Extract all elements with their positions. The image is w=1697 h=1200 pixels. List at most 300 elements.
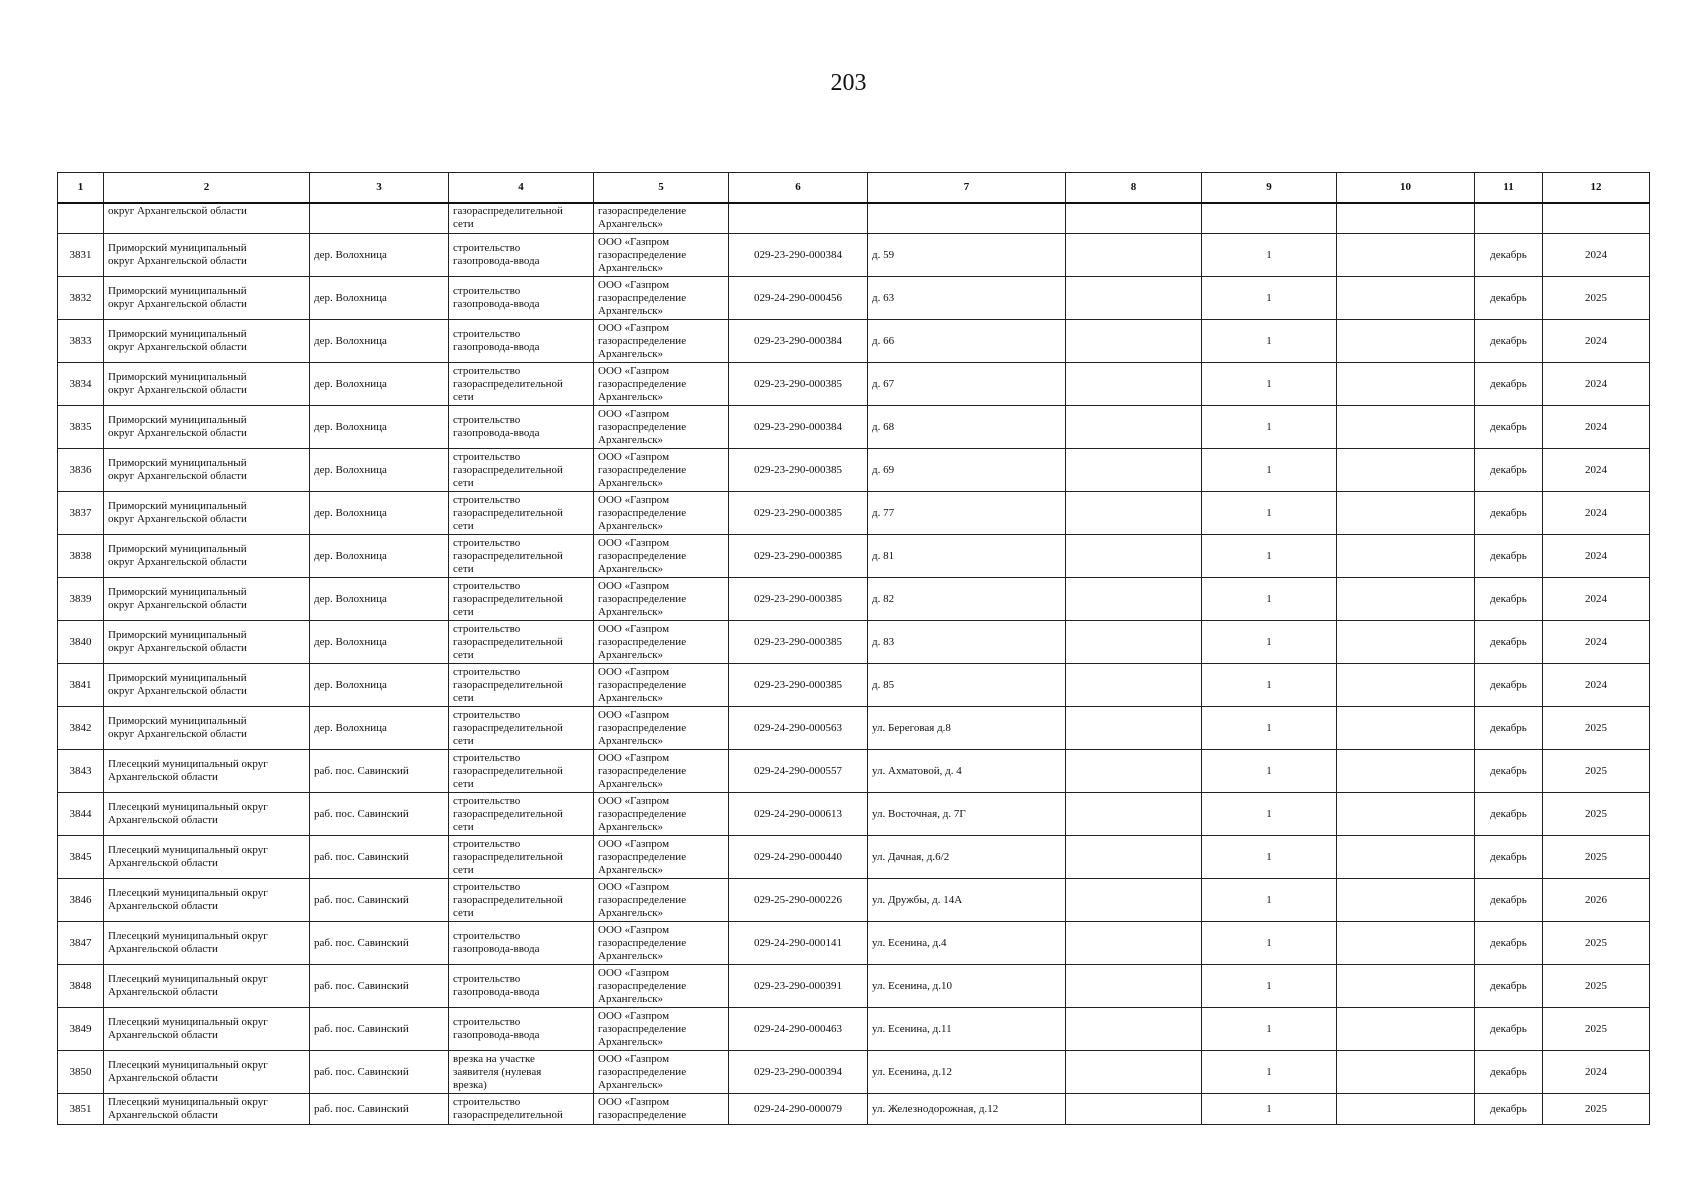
- cell-col9: 1: [1202, 535, 1337, 578]
- cell-year: 2024: [1543, 492, 1650, 535]
- cell-address: д. 83: [868, 621, 1066, 664]
- cell-col10: [1337, 535, 1475, 578]
- cell-col9: 1: [1202, 621, 1337, 664]
- cell-col8: [1066, 320, 1202, 363]
- cell-locality: раб. пос. Савинский: [310, 965, 449, 1008]
- cell-address: д. 69: [868, 449, 1066, 492]
- cell-col10: [1337, 1008, 1475, 1051]
- cell-code: 029-23-290-000384: [729, 234, 868, 277]
- cell-col10: [1337, 1051, 1475, 1094]
- cell-org: ООО «Газпром газораспределение Архангельск»: [594, 621, 729, 664]
- cell-municipality: Приморский муниципальный округ Архангельской области: [104, 406, 310, 449]
- cell-work: строительство газопровода-ввода: [449, 406, 594, 449]
- table-row: [58, 277, 1650, 320]
- cell-month: декабрь: [1475, 1008, 1543, 1051]
- cell-locality: раб. пос. Савинский: [310, 922, 449, 965]
- column-header-10: 10: [1337, 173, 1475, 204]
- cell-address: д. 81: [868, 535, 1066, 578]
- cell-code: 029-23-290-000385: [729, 449, 868, 492]
- table-row: [58, 922, 1650, 965]
- column-header-11: 11: [1475, 173, 1543, 204]
- cell-work: строительство газопровода-ввода: [449, 320, 594, 363]
- cell-address: д. 85: [868, 664, 1066, 707]
- cell-municipality: Плесецкий муниципальный округ Архангельской области: [104, 1094, 310, 1125]
- cell-col10: [1337, 449, 1475, 492]
- cell-municipality: округ Архангельской области: [104, 203, 310, 234]
- cell-address: ул. Ахматовой, д. 4: [868, 750, 1066, 793]
- column-header-9: 9: [1202, 173, 1337, 204]
- cell-month: декабрь: [1475, 492, 1543, 535]
- cell-municipality: Плесецкий муниципальный округ Архангельской области: [104, 922, 310, 965]
- cell-col8: [1066, 664, 1202, 707]
- cell-col9: 1: [1202, 707, 1337, 750]
- cell-no: 3840: [58, 621, 104, 664]
- cell-code: 029-23-290-000385: [729, 535, 868, 578]
- column-header-6: 6: [729, 173, 868, 204]
- column-header-5: 5: [594, 173, 729, 204]
- cell-code: [729, 203, 868, 234]
- cell-locality: раб. пос. Савинский: [310, 750, 449, 793]
- cell-address: ул. Есенина, д.11: [868, 1008, 1066, 1051]
- cell-locality: [310, 203, 449, 234]
- cell-col8: [1066, 1008, 1202, 1051]
- cell-municipality: Приморский муниципальный округ Архангельской области: [104, 664, 310, 707]
- cell-org: ООО «Газпром газораспределение Архангельск»: [594, 320, 729, 363]
- cell-year: 2025: [1543, 1094, 1650, 1125]
- cell-no: 3832: [58, 277, 104, 320]
- cell-org: ООО «Газпром газораспределение Архангельск»: [594, 922, 729, 965]
- cell-year: 2025: [1543, 1008, 1650, 1051]
- cell-code: 029-23-290-000394: [729, 1051, 868, 1094]
- cell-work: строительство газораспределительной сети: [449, 492, 594, 535]
- cell-col10: [1337, 879, 1475, 922]
- cell-col9: 1: [1202, 320, 1337, 363]
- table-row: [58, 449, 1650, 492]
- cell-code: 029-24-290-000141: [729, 922, 868, 965]
- cell-work: строительство газораспределительной сети: [449, 793, 594, 836]
- cell-municipality: Плесецкий муниципальный округ Архангельской области: [104, 836, 310, 879]
- cell-col9: 1: [1202, 234, 1337, 277]
- cell-col8: [1066, 965, 1202, 1008]
- cell-month: декабрь: [1475, 449, 1543, 492]
- cell-no: 3843: [58, 750, 104, 793]
- cell-col9: 1: [1202, 965, 1337, 1008]
- cell-code: 029-23-290-000385: [729, 621, 868, 664]
- cell-work: строительство газораспределительной сети: [449, 363, 594, 406]
- cell-col8: [1066, 449, 1202, 492]
- cell-org: ООО «Газпром газораспределение Архангельск»: [594, 1008, 729, 1051]
- cell-col8: [1066, 1051, 1202, 1094]
- cell-year: 2024: [1543, 664, 1650, 707]
- table-header: [58, 173, 1650, 204]
- cell-locality: раб. пос. Савинский: [310, 836, 449, 879]
- cell-locality: дер. Волохница: [310, 492, 449, 535]
- cell-address: ул. Есенина, д.12: [868, 1051, 1066, 1094]
- cell-col10: [1337, 836, 1475, 879]
- cell-col9: 1: [1202, 1094, 1337, 1125]
- cell-month: декабрь: [1475, 535, 1543, 578]
- cell-col9: 1: [1202, 836, 1337, 879]
- cell-year: 2025: [1543, 707, 1650, 750]
- cell-locality: раб. пос. Савинский: [310, 1094, 449, 1125]
- cell-code: 029-23-290-000384: [729, 320, 868, 363]
- cell-col9: 1: [1202, 793, 1337, 836]
- cell-locality: дер. Волохница: [310, 535, 449, 578]
- cell-col8: [1066, 1094, 1202, 1125]
- cell-year: 2024: [1543, 1051, 1650, 1094]
- cell-col10: [1337, 578, 1475, 621]
- cell-locality: дер. Волохница: [310, 234, 449, 277]
- cell-work: строительство газораспределительной сети: [449, 535, 594, 578]
- cell-locality: дер. Волохница: [310, 449, 449, 492]
- cell-no: 3849: [58, 1008, 104, 1051]
- cell-col8: [1066, 879, 1202, 922]
- cell-col8: [1066, 234, 1202, 277]
- table-row: [58, 621, 1650, 664]
- cell-month: декабрь: [1475, 793, 1543, 836]
- table-row: [58, 793, 1650, 836]
- cell-col9: 1: [1202, 449, 1337, 492]
- table-row: [58, 363, 1650, 406]
- cell-municipality: Приморский муниципальный округ Архангельской области: [104, 320, 310, 363]
- cell-no: 3850: [58, 1051, 104, 1094]
- cell-municipality: Приморский муниципальный округ Архангельской области: [104, 621, 310, 664]
- cell-work: строительство газопровода-ввода: [449, 922, 594, 965]
- cell-municipality: Приморский муниципальный округ Архангельской области: [104, 363, 310, 406]
- cell-no: 3838: [58, 535, 104, 578]
- cell-address: д. 68: [868, 406, 1066, 449]
- cell-municipality: Плесецкий муниципальный округ Архангельской области: [104, 750, 310, 793]
- cell-address: ул. Береговая д.8: [868, 707, 1066, 750]
- column-header-12: 12: [1543, 173, 1650, 204]
- cell-org: ООО «Газпром газораспределение Архангельск»: [594, 406, 729, 449]
- table-row: [58, 1008, 1650, 1051]
- cell-year: 2024: [1543, 535, 1650, 578]
- cell-work: газораспределительной сети: [449, 203, 594, 234]
- cell-month: декабрь: [1475, 234, 1543, 277]
- cell-address: д. 66: [868, 320, 1066, 363]
- column-header-7: 7: [868, 173, 1066, 204]
- cell-col9: 1: [1202, 406, 1337, 449]
- cell-col10: [1337, 793, 1475, 836]
- cell-org: ООО «Газпром газораспределение Архангельск»: [594, 707, 729, 750]
- cell-work: строительство газораспределительной сети: [449, 707, 594, 750]
- cell-municipality: Плесецкий муниципальный округ Архангельской области: [104, 965, 310, 1008]
- cell-month: декабрь: [1475, 363, 1543, 406]
- cell-work: строительство газораспределительной: [449, 1094, 594, 1125]
- cell-org: ООО «Газпром газораспределение Архангельск»: [594, 836, 729, 879]
- cell-code: 029-23-290-000385: [729, 492, 868, 535]
- cell-locality: дер. Волохница: [310, 707, 449, 750]
- cell-address: д. 63: [868, 277, 1066, 320]
- cell-org: газораспределение Архангельск»: [594, 203, 729, 234]
- cell-org: ООО «Газпром газораспределение Архангельск»: [594, 234, 729, 277]
- cell-month: декабрь: [1475, 836, 1543, 879]
- cell-address: д. 67: [868, 363, 1066, 406]
- cell-municipality: Приморский муниципальный округ Архангельской области: [104, 492, 310, 535]
- cell-code: 029-25-290-000226: [729, 879, 868, 922]
- cell-col10: [1337, 234, 1475, 277]
- cell-work: строительство газопровода-ввода: [449, 234, 594, 277]
- cell-no: 3847: [58, 922, 104, 965]
- cell-org: ООО «Газпром газораспределение Архангельск»: [594, 750, 729, 793]
- cell-col9: 1: [1202, 492, 1337, 535]
- cell-locality: раб. пос. Савинский: [310, 1008, 449, 1051]
- cell-col8: [1066, 750, 1202, 793]
- cell-month: декабрь: [1475, 320, 1543, 363]
- cell-no: [58, 203, 104, 234]
- cell-no: 3839: [58, 578, 104, 621]
- cell-col8: [1066, 277, 1202, 320]
- cell-code: 029-24-290-000563: [729, 707, 868, 750]
- cell-address: [868, 203, 1066, 234]
- cell-year: 2024: [1543, 406, 1650, 449]
- cell-code: 029-24-290-000613: [729, 793, 868, 836]
- cell-year: 2024: [1543, 449, 1650, 492]
- cell-work: строительство газопровода-ввода: [449, 277, 594, 320]
- cell-month: декабрь: [1475, 1051, 1543, 1094]
- table-row: [58, 879, 1650, 922]
- cell-org: ООО «Газпром газораспределение Архангельск»: [594, 965, 729, 1008]
- cell-col9: 1: [1202, 277, 1337, 320]
- cell-org: ООО «Газпром газораспределение Архангельск»: [594, 363, 729, 406]
- column-header-8: 8: [1066, 173, 1202, 204]
- cell-col9: 1: [1202, 750, 1337, 793]
- cell-address: ул. Восточная, д. 7Г: [868, 793, 1066, 836]
- continuation-row: [58, 203, 1650, 234]
- table-row: [58, 492, 1650, 535]
- cell-address: ул. Дачная, д.6/2: [868, 836, 1066, 879]
- cell-month: декабрь: [1475, 965, 1543, 1008]
- cell-col9: 1: [1202, 922, 1337, 965]
- cell-no: 3837: [58, 492, 104, 535]
- cell-org: ООО «Газпром газораспределение Архангельск»: [594, 449, 729, 492]
- cell-address: ул. Есенина, д.10: [868, 965, 1066, 1008]
- column-header-3: 3: [310, 173, 449, 204]
- cell-col9: 1: [1202, 664, 1337, 707]
- column-header-1: 1: [58, 173, 104, 204]
- cell-year: 2025: [1543, 836, 1650, 879]
- cell-no: 3841: [58, 664, 104, 707]
- cell-municipality: Плесецкий муниципальный округ Архангельской области: [104, 1008, 310, 1051]
- cell-municipality: Плесецкий муниципальный округ Архангельской области: [104, 1051, 310, 1094]
- cell-col10: [1337, 1094, 1475, 1125]
- cell-col8: [1066, 363, 1202, 406]
- cell-year: 2025: [1543, 965, 1650, 1008]
- cell-col8: [1066, 836, 1202, 879]
- cell-municipality: Приморский муниципальный округ Архангельской области: [104, 707, 310, 750]
- cell-no: 3851: [58, 1094, 104, 1125]
- cell-locality: дер. Волохница: [310, 363, 449, 406]
- cell-no: 3833: [58, 320, 104, 363]
- cell-month: декабрь: [1475, 879, 1543, 922]
- cell-month: декабрь: [1475, 707, 1543, 750]
- cell-municipality: Приморский муниципальный округ Архангельской области: [104, 277, 310, 320]
- cell-municipality: Плесецкий муниципальный округ Архангельской области: [104, 879, 310, 922]
- table-row: [58, 406, 1650, 449]
- cell-year: 2026: [1543, 879, 1650, 922]
- cell-month: декабрь: [1475, 922, 1543, 965]
- table-row: [58, 664, 1650, 707]
- cell-col10: [1337, 363, 1475, 406]
- page-number: 203: [830, 70, 867, 96]
- cell-no: 3836: [58, 449, 104, 492]
- table-row: [58, 320, 1650, 363]
- header-row: [58, 173, 1650, 204]
- cell-code: 029-23-290-000391: [729, 965, 868, 1008]
- cell-col8: [1066, 578, 1202, 621]
- cell-work: строительство газораспределительной сети: [449, 578, 594, 621]
- cell-month: декабрь: [1475, 621, 1543, 664]
- cell-col10: [1337, 492, 1475, 535]
- cell-col9: 1: [1202, 363, 1337, 406]
- cell-org: ООО «Газпром газораспределение Архангельск»: [594, 277, 729, 320]
- registry-table: [57, 172, 1650, 1125]
- cell-address: д. 59: [868, 234, 1066, 277]
- cell-no: 3844: [58, 793, 104, 836]
- table-row: [58, 965, 1650, 1008]
- cell-no: 3831: [58, 234, 104, 277]
- cell-work: строительство газораспределительной сети: [449, 879, 594, 922]
- cell-work: строительство газораспределительной сети: [449, 836, 594, 879]
- cell-work: строительство газораспределительной сети: [449, 621, 594, 664]
- cell-work: строительство газораспределительной сети: [449, 664, 594, 707]
- cell-code: 029-23-290-000385: [729, 363, 868, 406]
- cell-no: 3834: [58, 363, 104, 406]
- cell-code: 029-23-290-000385: [729, 578, 868, 621]
- cell-no: 3835: [58, 406, 104, 449]
- cell-code: 029-23-290-000384: [729, 406, 868, 449]
- cell-month: [1475, 203, 1543, 234]
- cell-locality: дер. Волохница: [310, 406, 449, 449]
- cell-work: строительство газораспределительной сети: [449, 449, 594, 492]
- cell-locality: дер. Волохница: [310, 664, 449, 707]
- cell-org: ООО «Газпром газораспределение Архангельск»: [594, 492, 729, 535]
- cell-org: ООО «Газпром газораспределение Архангельск»: [594, 578, 729, 621]
- cell-col8: [1066, 621, 1202, 664]
- cell-municipality: Плесецкий муниципальный округ Архангельской области: [104, 793, 310, 836]
- cell-org: ООО «Газпром газораспределение Архангельск»: [594, 793, 729, 836]
- cell-year: 2025: [1543, 793, 1650, 836]
- cell-month: декабрь: [1475, 664, 1543, 707]
- cell-col10: [1337, 277, 1475, 320]
- cell-code: 029-24-290-000557: [729, 750, 868, 793]
- cell-locality: дер. Волохница: [310, 578, 449, 621]
- cell-code: 029-24-290-000079: [729, 1094, 868, 1125]
- cell-municipality: Приморский муниципальный округ Архангельской области: [104, 578, 310, 621]
- cell-month: декабрь: [1475, 406, 1543, 449]
- cell-org: ООО «Газпром газораспределение Архангельск»: [594, 879, 729, 922]
- cell-year: 2024: [1543, 363, 1650, 406]
- cell-year: 2025: [1543, 277, 1650, 320]
- cell-year: 2025: [1543, 750, 1650, 793]
- cell-no: 3846: [58, 879, 104, 922]
- table-row: [58, 750, 1650, 793]
- cell-col10: [1337, 707, 1475, 750]
- cell-month: декабрь: [1475, 1094, 1543, 1125]
- cell-col8: [1066, 707, 1202, 750]
- cell-col10: [1337, 750, 1475, 793]
- column-header-4: 4: [449, 173, 594, 204]
- cell-no: 3848: [58, 965, 104, 1008]
- cell-no: 3842: [58, 707, 104, 750]
- cell-month: декабрь: [1475, 578, 1543, 621]
- table-row: [58, 836, 1650, 879]
- cell-col9: [1202, 203, 1337, 234]
- cell-work: строительство газопровода-ввода: [449, 965, 594, 1008]
- cell-work: врезка на участке заявителя (нулевая врезка): [449, 1051, 594, 1094]
- cell-year: 2024: [1543, 578, 1650, 621]
- table-row: [58, 234, 1650, 277]
- cell-col10: [1337, 922, 1475, 965]
- cell-code: 029-24-290-000463: [729, 1008, 868, 1051]
- table-body: [58, 203, 1650, 1125]
- cell-locality: дер. Волохница: [310, 277, 449, 320]
- cell-municipality: Приморский муниципальный округ Архангельской области: [104, 234, 310, 277]
- cell-year: [1543, 203, 1650, 234]
- cell-col10: [1337, 406, 1475, 449]
- cell-col8: [1066, 406, 1202, 449]
- cell-col10: [1337, 203, 1475, 234]
- cell-locality: раб. пос. Савинский: [310, 793, 449, 836]
- cell-col8: [1066, 492, 1202, 535]
- cell-month: декабрь: [1475, 277, 1543, 320]
- cell-col8: [1066, 922, 1202, 965]
- table-row: [58, 1051, 1650, 1094]
- cell-col10: [1337, 965, 1475, 1008]
- cell-col10: [1337, 664, 1475, 707]
- cell-work: строительство газораспределительной сети: [449, 750, 594, 793]
- table-row: [58, 578, 1650, 621]
- cell-org: ООО «Газпром газораспределение Архангельск»: [594, 1051, 729, 1094]
- cell-locality: раб. пос. Савинский: [310, 879, 449, 922]
- cell-municipality: Приморский муниципальный округ Архангельской области: [104, 535, 310, 578]
- cell-address: д. 82: [868, 578, 1066, 621]
- cell-col9: 1: [1202, 578, 1337, 621]
- cell-address: д. 77: [868, 492, 1066, 535]
- cell-address: ул. Есенина, д.4: [868, 922, 1066, 965]
- cell-col9: 1: [1202, 879, 1337, 922]
- cell-org: ООО «Газпром газораспределение: [594, 1094, 729, 1125]
- cell-year: 2024: [1543, 234, 1650, 277]
- cell-col10: [1337, 320, 1475, 363]
- cell-no: 3845: [58, 836, 104, 879]
- cell-locality: дер. Волохница: [310, 320, 449, 363]
- table-row: [58, 535, 1650, 578]
- cell-locality: раб. пос. Савинский: [310, 1051, 449, 1094]
- cell-address: ул. Железнодорожная, д.12: [868, 1094, 1066, 1125]
- cell-col9: 1: [1202, 1008, 1337, 1051]
- cell-work: строительство газопровода-ввода: [449, 1008, 594, 1051]
- cell-col9: 1: [1202, 1051, 1337, 1094]
- cell-year: 2024: [1543, 320, 1650, 363]
- cell-month: декабрь: [1475, 750, 1543, 793]
- cell-code: 029-24-290-000440: [729, 836, 868, 879]
- cell-org: ООО «Газпром газораспределение Архангельск»: [594, 664, 729, 707]
- cell-col8: [1066, 793, 1202, 836]
- cell-code: 029-24-290-000456: [729, 277, 868, 320]
- cell-locality: дер. Волохница: [310, 621, 449, 664]
- cell-year: 2025: [1543, 922, 1650, 965]
- cell-col10: [1337, 621, 1475, 664]
- cell-municipality: Приморский муниципальный округ Архангельской области: [104, 449, 310, 492]
- table-row: [58, 707, 1650, 750]
- cell-col8: [1066, 535, 1202, 578]
- cell-code: 029-23-290-000385: [729, 664, 868, 707]
- cell-col8: [1066, 203, 1202, 234]
- cell-year: 2024: [1543, 621, 1650, 664]
- column-header-2: 2: [104, 173, 310, 204]
